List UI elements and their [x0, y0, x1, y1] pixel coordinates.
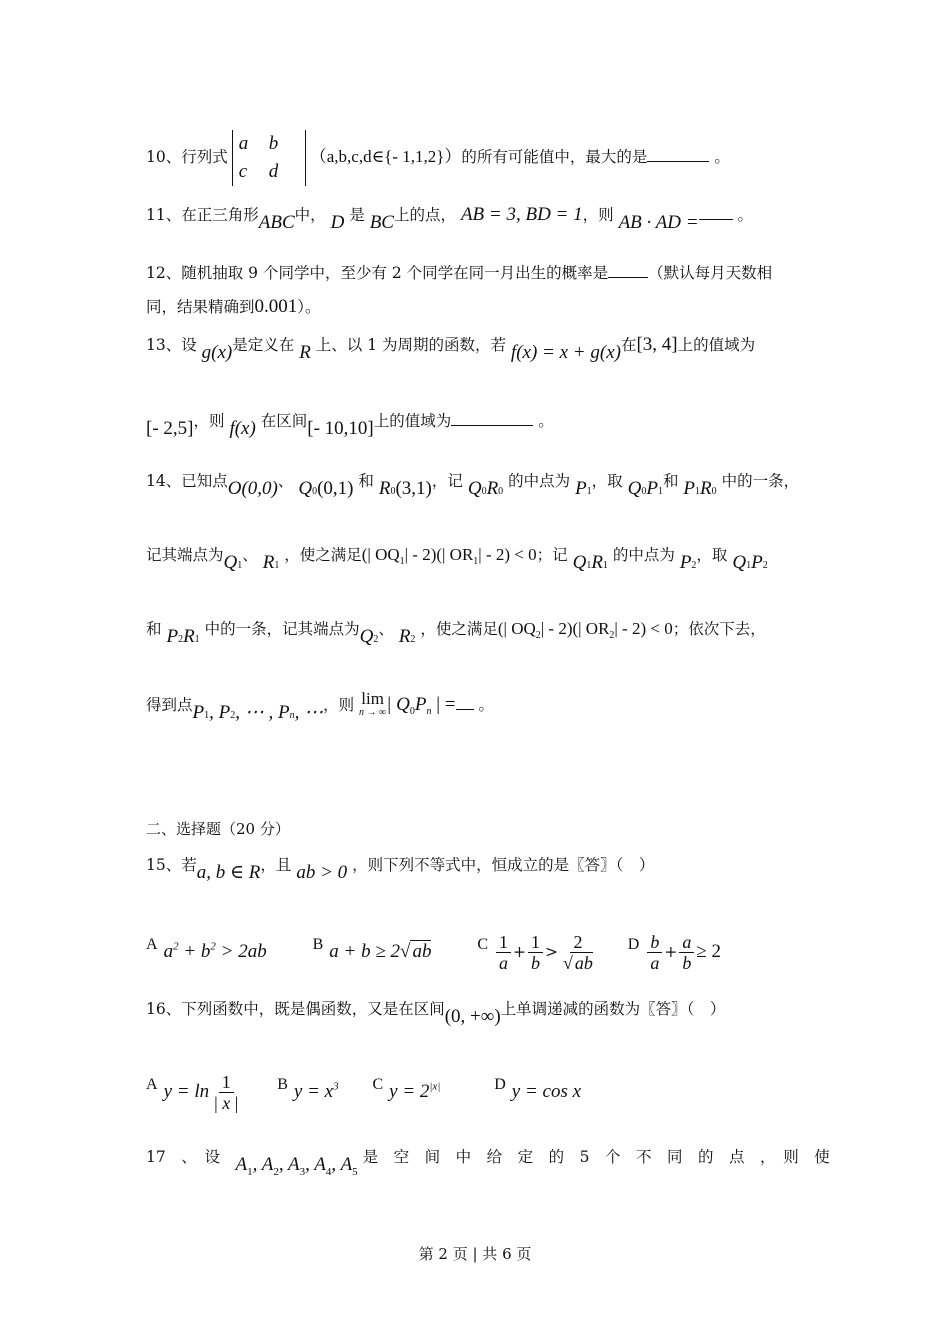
- determinant: a b c d: [232, 130, 306, 186]
- answer-blank[interactable]: [647, 147, 709, 162]
- question-15-options: [146, 932, 721, 973]
- answer-blank[interactable]: [456, 695, 474, 710]
- option-a[interactable]: A $a^2 + b^2 > 2ab$: [146, 935, 267, 962]
- question-12: 12、随机抽取 9 个同学中，至少有 2 个同学在同一月出生的概率是 （默认每月天数相: [146, 264, 773, 282]
- question-12-cont: 同，结果精确到0.001）。: [146, 296, 321, 317]
- question-14: 14、已知点O(0,0)、 $Q_0(0,1)$ 和 $R_0(3,1)$，记 $Q_0R_0$ 的中点为 $P_1$，取 $Q_0P_1$和 $P_1R_0$ 中的一条，: [146, 472, 800, 499]
- option-c[interactable]: C $\frac{1}{a}$ + $\frac{1}{b}$ > $\frac{2}{√ ab}$: [477, 932, 593, 973]
- limit-operator: lim n → ∞: [359, 689, 387, 718]
- option-d[interactable]: D y = cos x: [494, 1075, 582, 1102]
- page-footer: 第 2 页 | 共 6 页: [418, 1245, 532, 1263]
- question-16: 16、下列函数中，既是偶函数，又是在区间(0, +∞)上单调递减的函数为〖答〗（ ）: [146, 1000, 726, 1027]
- question-14-line3: 和 $P_2R_1$ 中的一条，记其端点为$Q_2$、 $R_2$ ，使之满足(| $OQ_2| - 2)(|$ $OR_2| - 2) < 0$；依次下去，: [146, 619, 766, 647]
- option-b[interactable]: B $y = x^3$: [277, 1075, 339, 1102]
- option-b[interactable]: B a + b ≥ 2√ ab: [312, 935, 432, 962]
- answer-blank[interactable]: [699, 205, 733, 220]
- q10-prefix: 10、行列式: [146, 148, 228, 166]
- q10-condition: （a,b,c,d∈{- 1,1,2}）: [309, 147, 462, 166]
- question-15: 15、若a, b ∈ R，且 ab > 0 ，则下列不等式中，恒成立的是〖答〗（ ）: [146, 856, 655, 883]
- question-16-options: [146, 1072, 581, 1113]
- question-13: 13、设 g(x)是定义在 R 上、以 1 为周期的函数，若 f(x) = x + g(x)在[3, 4]上的值域为: [146, 334, 756, 363]
- question-13-cont: [- 2,5]，则 f(x) 在区间[- 10,10]上的值域为 。: [146, 412, 554, 439]
- q10-text: 的所有可能值中，最大的是: [461, 148, 648, 166]
- question-14-line4: 得到点$P_1$, $P_2$, ⋯ , $P_n$, ⋯，则 lim n → ∞ | $Q_0P_n$ | = 。: [146, 689, 494, 723]
- question-10: 10、行列式a b c d（a,b,c,d∈{- 1,1,2}）的所有可能值中，最大的是 。: [146, 130, 730, 186]
- question-11: 11、在正三角形ABC中， D 是 BC上的点， AB = 3, BD = 1，则 AB · AD = 。: [146, 204, 754, 233]
- question-14-line2: 记其端点为$Q_1$、 $R_1$ ，使之满足(| $OQ_1| - 2)(|$ $OR_1| - 2) < 0$；记 $Q_1R_1$ 的中点为 $P_2$，取 $Q_1P_2$: [146, 545, 768, 573]
- option-d[interactable]: D $\frac{b}{a}$ + $\frac{a}{b}$ ≥ 2: [627, 932, 722, 973]
- question-17: 17 、 设 $A_1$, $A_2$, $A_3$, $A_4$, $A_5$ 是 空 间 中 给 定 的 5 个 不 同 的 点 ， 则 使: [146, 1148, 830, 1178]
- option-c[interactable]: C $y = 2^{|x|}$: [372, 1075, 441, 1102]
- answer-blank[interactable]: [451, 411, 533, 426]
- section-title: 二、选择题（20 分）: [146, 820, 290, 838]
- answer-blank[interactable]: [608, 263, 648, 278]
- option-a[interactable]: A y = ln $\frac{1}{| x |}$: [146, 1072, 239, 1113]
